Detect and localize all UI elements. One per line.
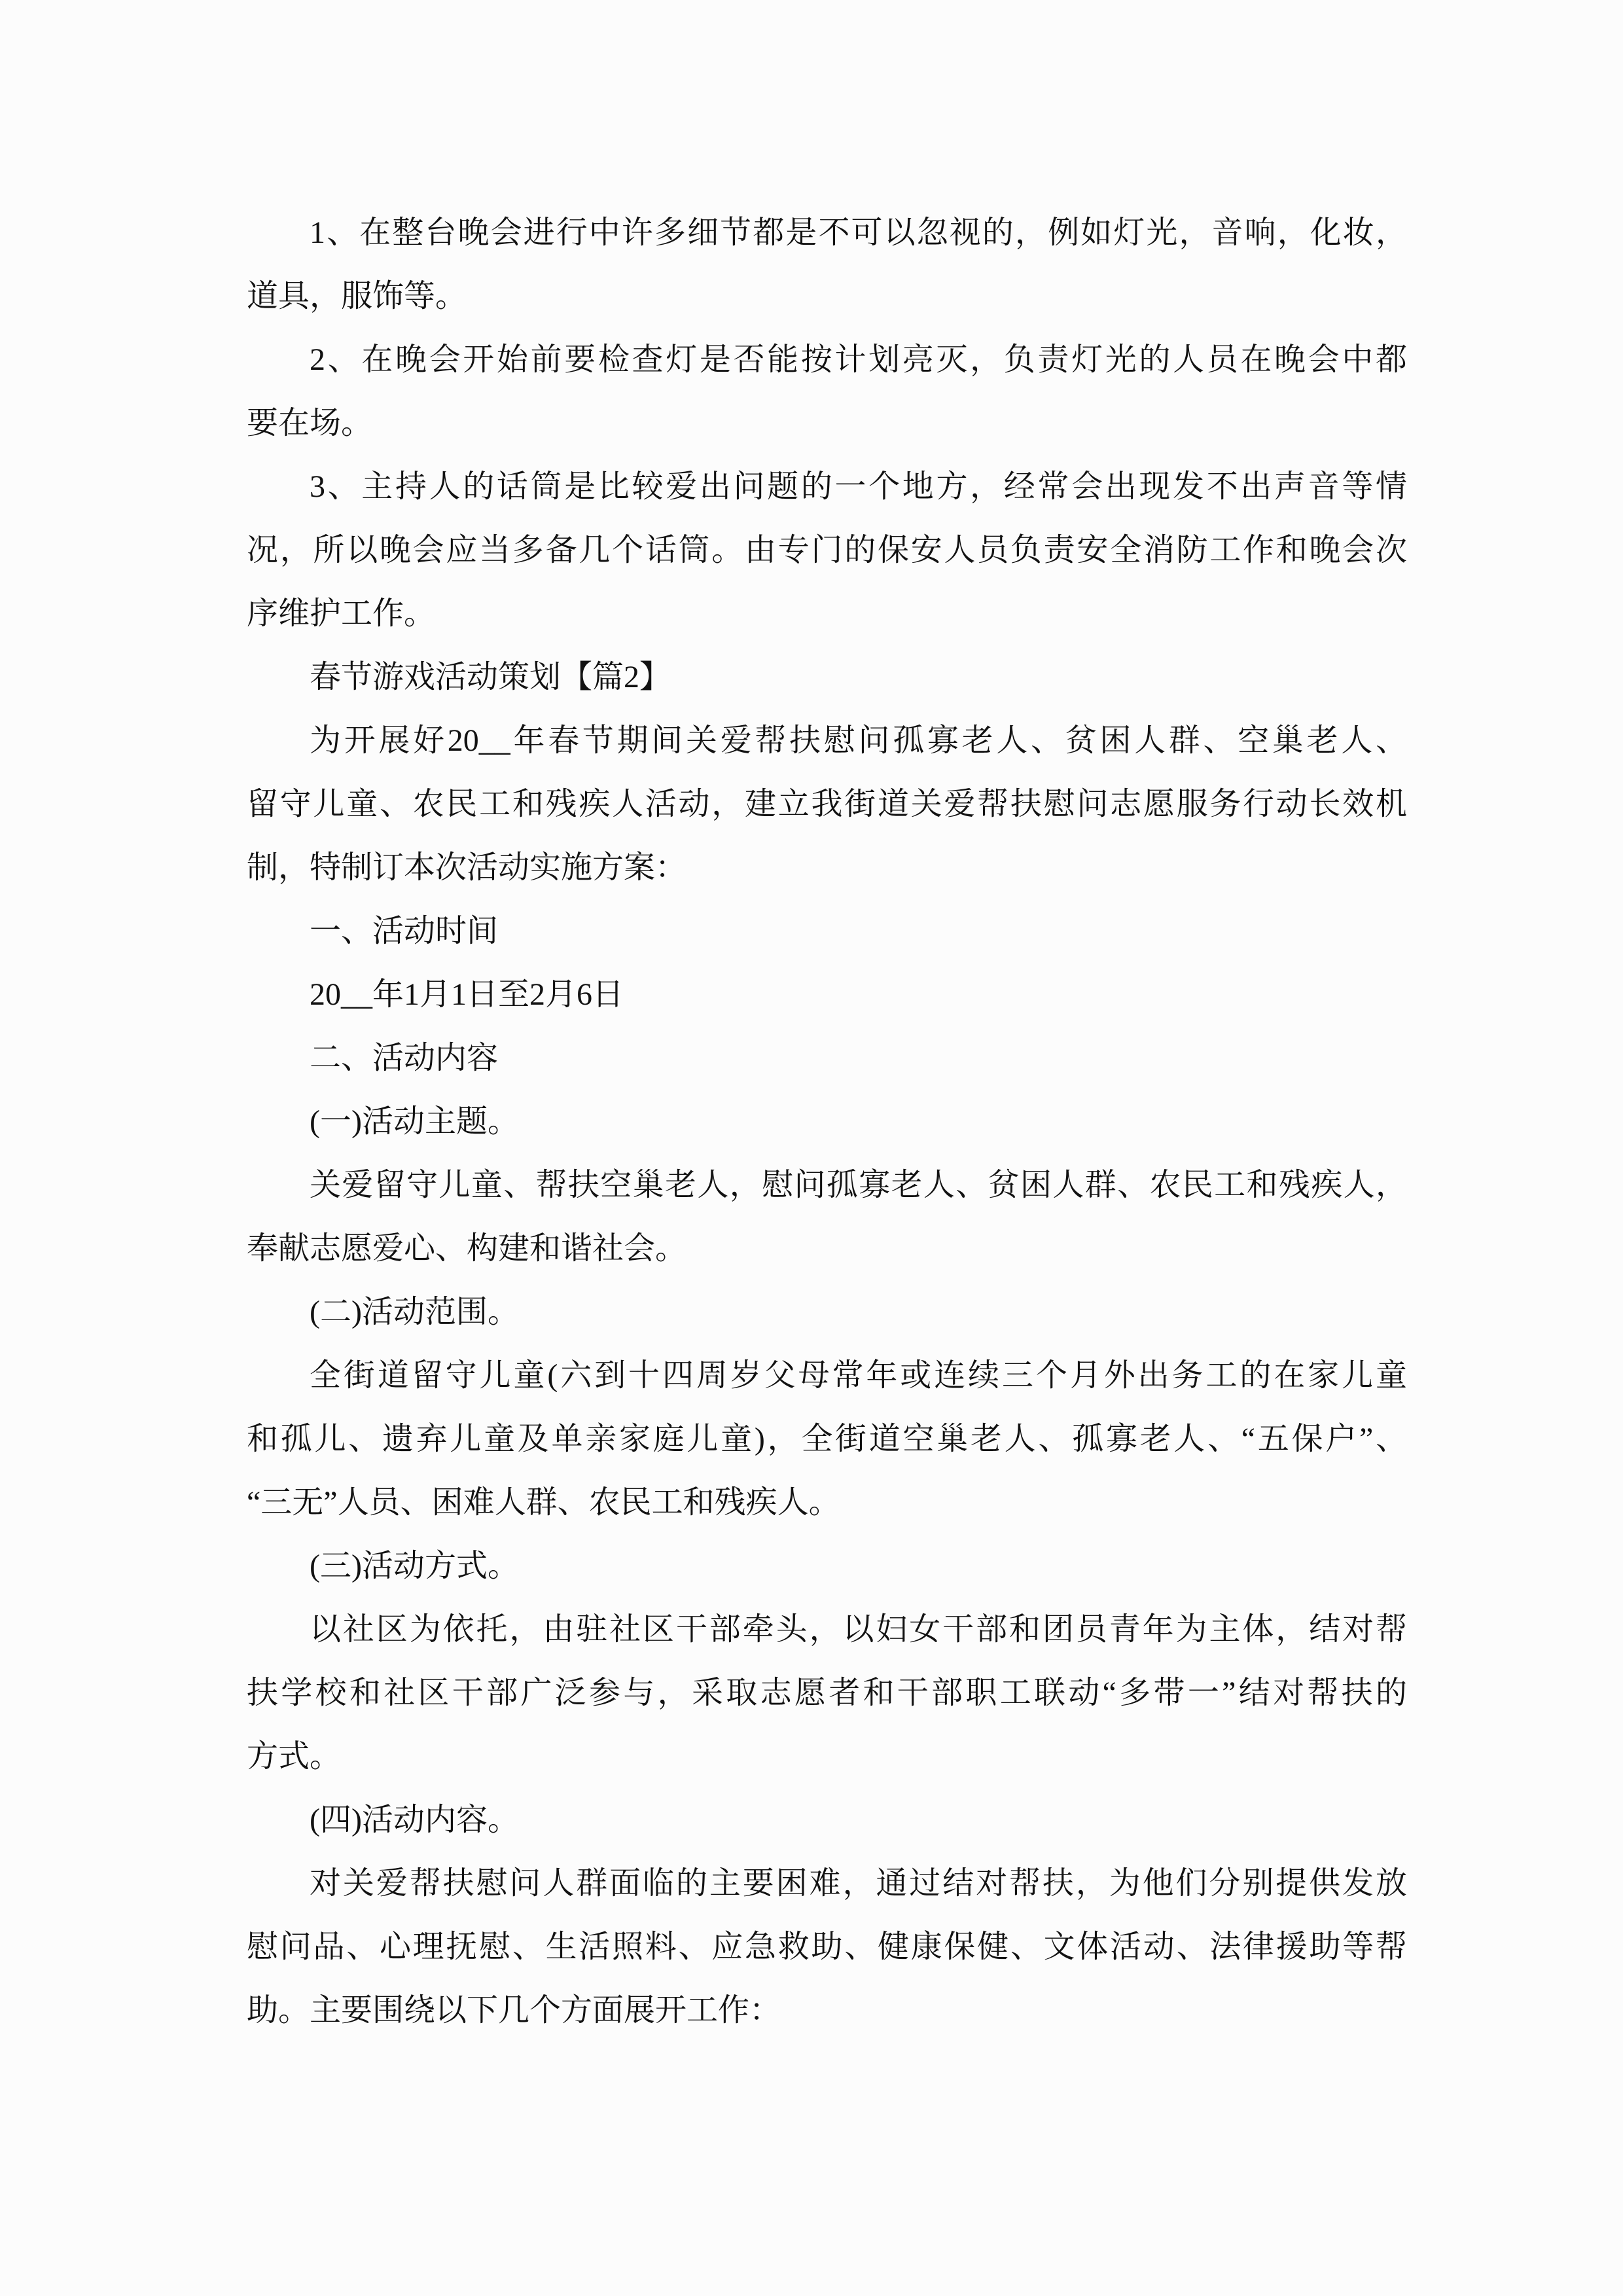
text-line: 和孤儿、遗弃儿童及单亲家庭儿童)，全街道空巢老人、孤寡老人、“五保户”、	[247, 1422, 1407, 1456]
text-line: 助。主要围绕以下几个方面展开工作：	[247, 1993, 781, 2028]
text-line: 1、在整台晚会进行中许多细节都是不可以忽视的，例如灯光，音响，化妆，	[310, 215, 1407, 250]
text-line: 全街道留守儿童(六到十四周岁父母常年或连续三个月外出务工的在家儿童	[310, 1358, 1407, 1393]
text-line: 为开展好20__年春节期间关爱帮扶慰问孤寡老人、贫困人群、空巢老人、	[310, 723, 1407, 758]
text-line: 20__年1月1日至2月6日	[310, 977, 624, 1012]
text-line: 留守儿童、农民工和残疾人活动，建立我街道关爱帮扶慰问志愿服务行动长效机	[247, 787, 1407, 821]
heading-line: (一)活动主题。	[310, 1104, 519, 1139]
text-line: 慰问品、心理抚慰、生活照料、应急救助、健康保健、文体活动、法律援助等帮	[247, 1929, 1407, 1964]
text-line: 3、主持人的话筒是比较爱出问题的一个地方，经常会出现发不出声音等情	[310, 469, 1407, 504]
heading-line: (二)活动范围。	[310, 1295, 519, 1329]
text-line: “三无”人员、困难人群、农民工和残疾人。	[247, 1485, 840, 1520]
text-line: 对关爱帮扶慰问人群面临的主要困难，通过结对帮扶，为他们分别提供发放	[310, 1866, 1407, 1901]
document-text-block	[247, 201, 1407, 2042]
text-line: 扶学校和社区干部广泛参与，采取志愿者和干部职工联动“多带一”结对帮扶的	[247, 1676, 1407, 1710]
text-line: 序维护工作。	[247, 596, 436, 631]
text-line: 要在场。	[247, 406, 373, 440]
text-line: 关爱留守儿童、帮扶空巢老人，慰问孤寡老人、贫困人群、农民工和残疾人，	[310, 1168, 1407, 1202]
heading-line: 一、活动时间	[310, 914, 499, 948]
heading-line: (三)活动方式。	[310, 1549, 519, 1583]
text-line: 2、在晚会开始前要检查灯是否能按计划亮灭，负责灯光的人员在晚会中都	[310, 342, 1407, 377]
text-line: 奉献志愿爱心、构建和谐社会。	[247, 1231, 687, 1266]
heading-line: (四)活动内容。	[310, 1803, 519, 1837]
text-line: 况，所以晚会应当多备几个话筒。由专门的保安人员负责安全消防工作和晚会次	[247, 533, 1407, 567]
heading-line: 二、活动内容	[310, 1041, 499, 1075]
text-line: 制，特制订本次活动实施方案：	[247, 850, 687, 885]
text-line: 以社区为依托，由驻社区干部牵头，以妇女干部和团员青年为主体，结对帮	[310, 1612, 1407, 1647]
text-line: 方式。	[247, 1739, 342, 1774]
section-title-line: 春节游戏活动策划【篇2】	[310, 660, 671, 694]
text-line: 道具，服饰等。	[247, 279, 467, 314]
